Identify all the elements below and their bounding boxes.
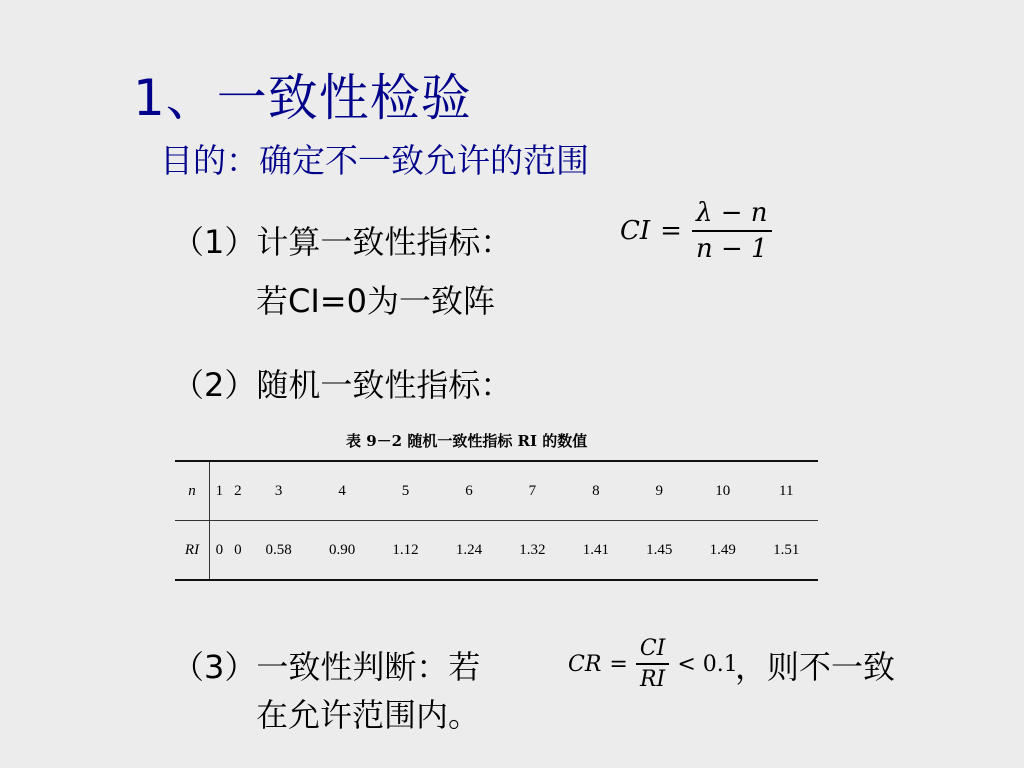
cr-eq: = [609,651,628,677]
table-cell: 9 [628,461,691,521]
table-cell: 1.24 [455,541,483,558]
table-cell: 1.49 [709,541,736,558]
ci-eq: = [660,216,682,246]
table-cell: 0.58 [265,541,292,558]
section1-label: （1）计算一致性指标： [172,223,513,261]
ci-numerator: λ − n [692,198,772,232]
table-row-ri [175,521,818,581]
table-cell: 1.45 [646,541,673,558]
table-cell: 1.12 [392,541,419,558]
ri-table [175,460,818,581]
purpose-text: 目的：确定不一致允许的范围 [160,141,589,180]
section1-sub: 若CI=0为一致阵 [256,282,495,320]
table-cell: 2 [229,461,247,521]
ci-formula [620,198,772,264]
table-cell: 7 [501,461,564,521]
table-cell: 4 [310,461,373,521]
cr-lhs: CR [568,651,602,677]
section2-label: （2）随机一致性指标： [172,366,513,404]
ci-fraction [692,198,772,264]
table-cell: 5 [374,461,437,521]
table-cell: 6 [437,461,500,521]
table-cell: 1.41 [582,541,609,558]
cr-rhs: < 0.1 [677,651,738,677]
table-row-n [175,461,818,521]
section3-tail: ，则不一致 [735,648,896,686]
table-cell: 1 [210,461,229,521]
cr-numerator: CI [636,636,670,665]
row-header-ri: RI [175,521,210,581]
table-cell: 0 [215,541,224,558]
table-cell: 11 [754,461,818,521]
cr-formula [568,636,738,692]
table-cell: 3 [247,461,310,521]
table-cell: 8 [564,461,627,521]
table-cell: 1.32 [519,541,546,558]
section3-cont: 在允许范围内。 [256,696,481,734]
ci-denominator: n − 1 [695,234,768,264]
table-cell: 0 [234,541,242,558]
slide-title: 1、一致性检验 [133,69,472,127]
table-cell: 10 [691,461,754,521]
ci-lhs: CI [620,216,651,246]
cr-denominator: RI [639,667,666,692]
cr-fraction [636,636,670,692]
table-cell: 1.51 [773,541,800,558]
section3-label: （3）一致性判断：若 [172,648,481,686]
row-header-n: n [175,461,210,521]
table-cell: 0.90 [328,541,356,558]
table-caption: 表 9－2 随机一致性指标 RI 的数值 [346,432,588,450]
